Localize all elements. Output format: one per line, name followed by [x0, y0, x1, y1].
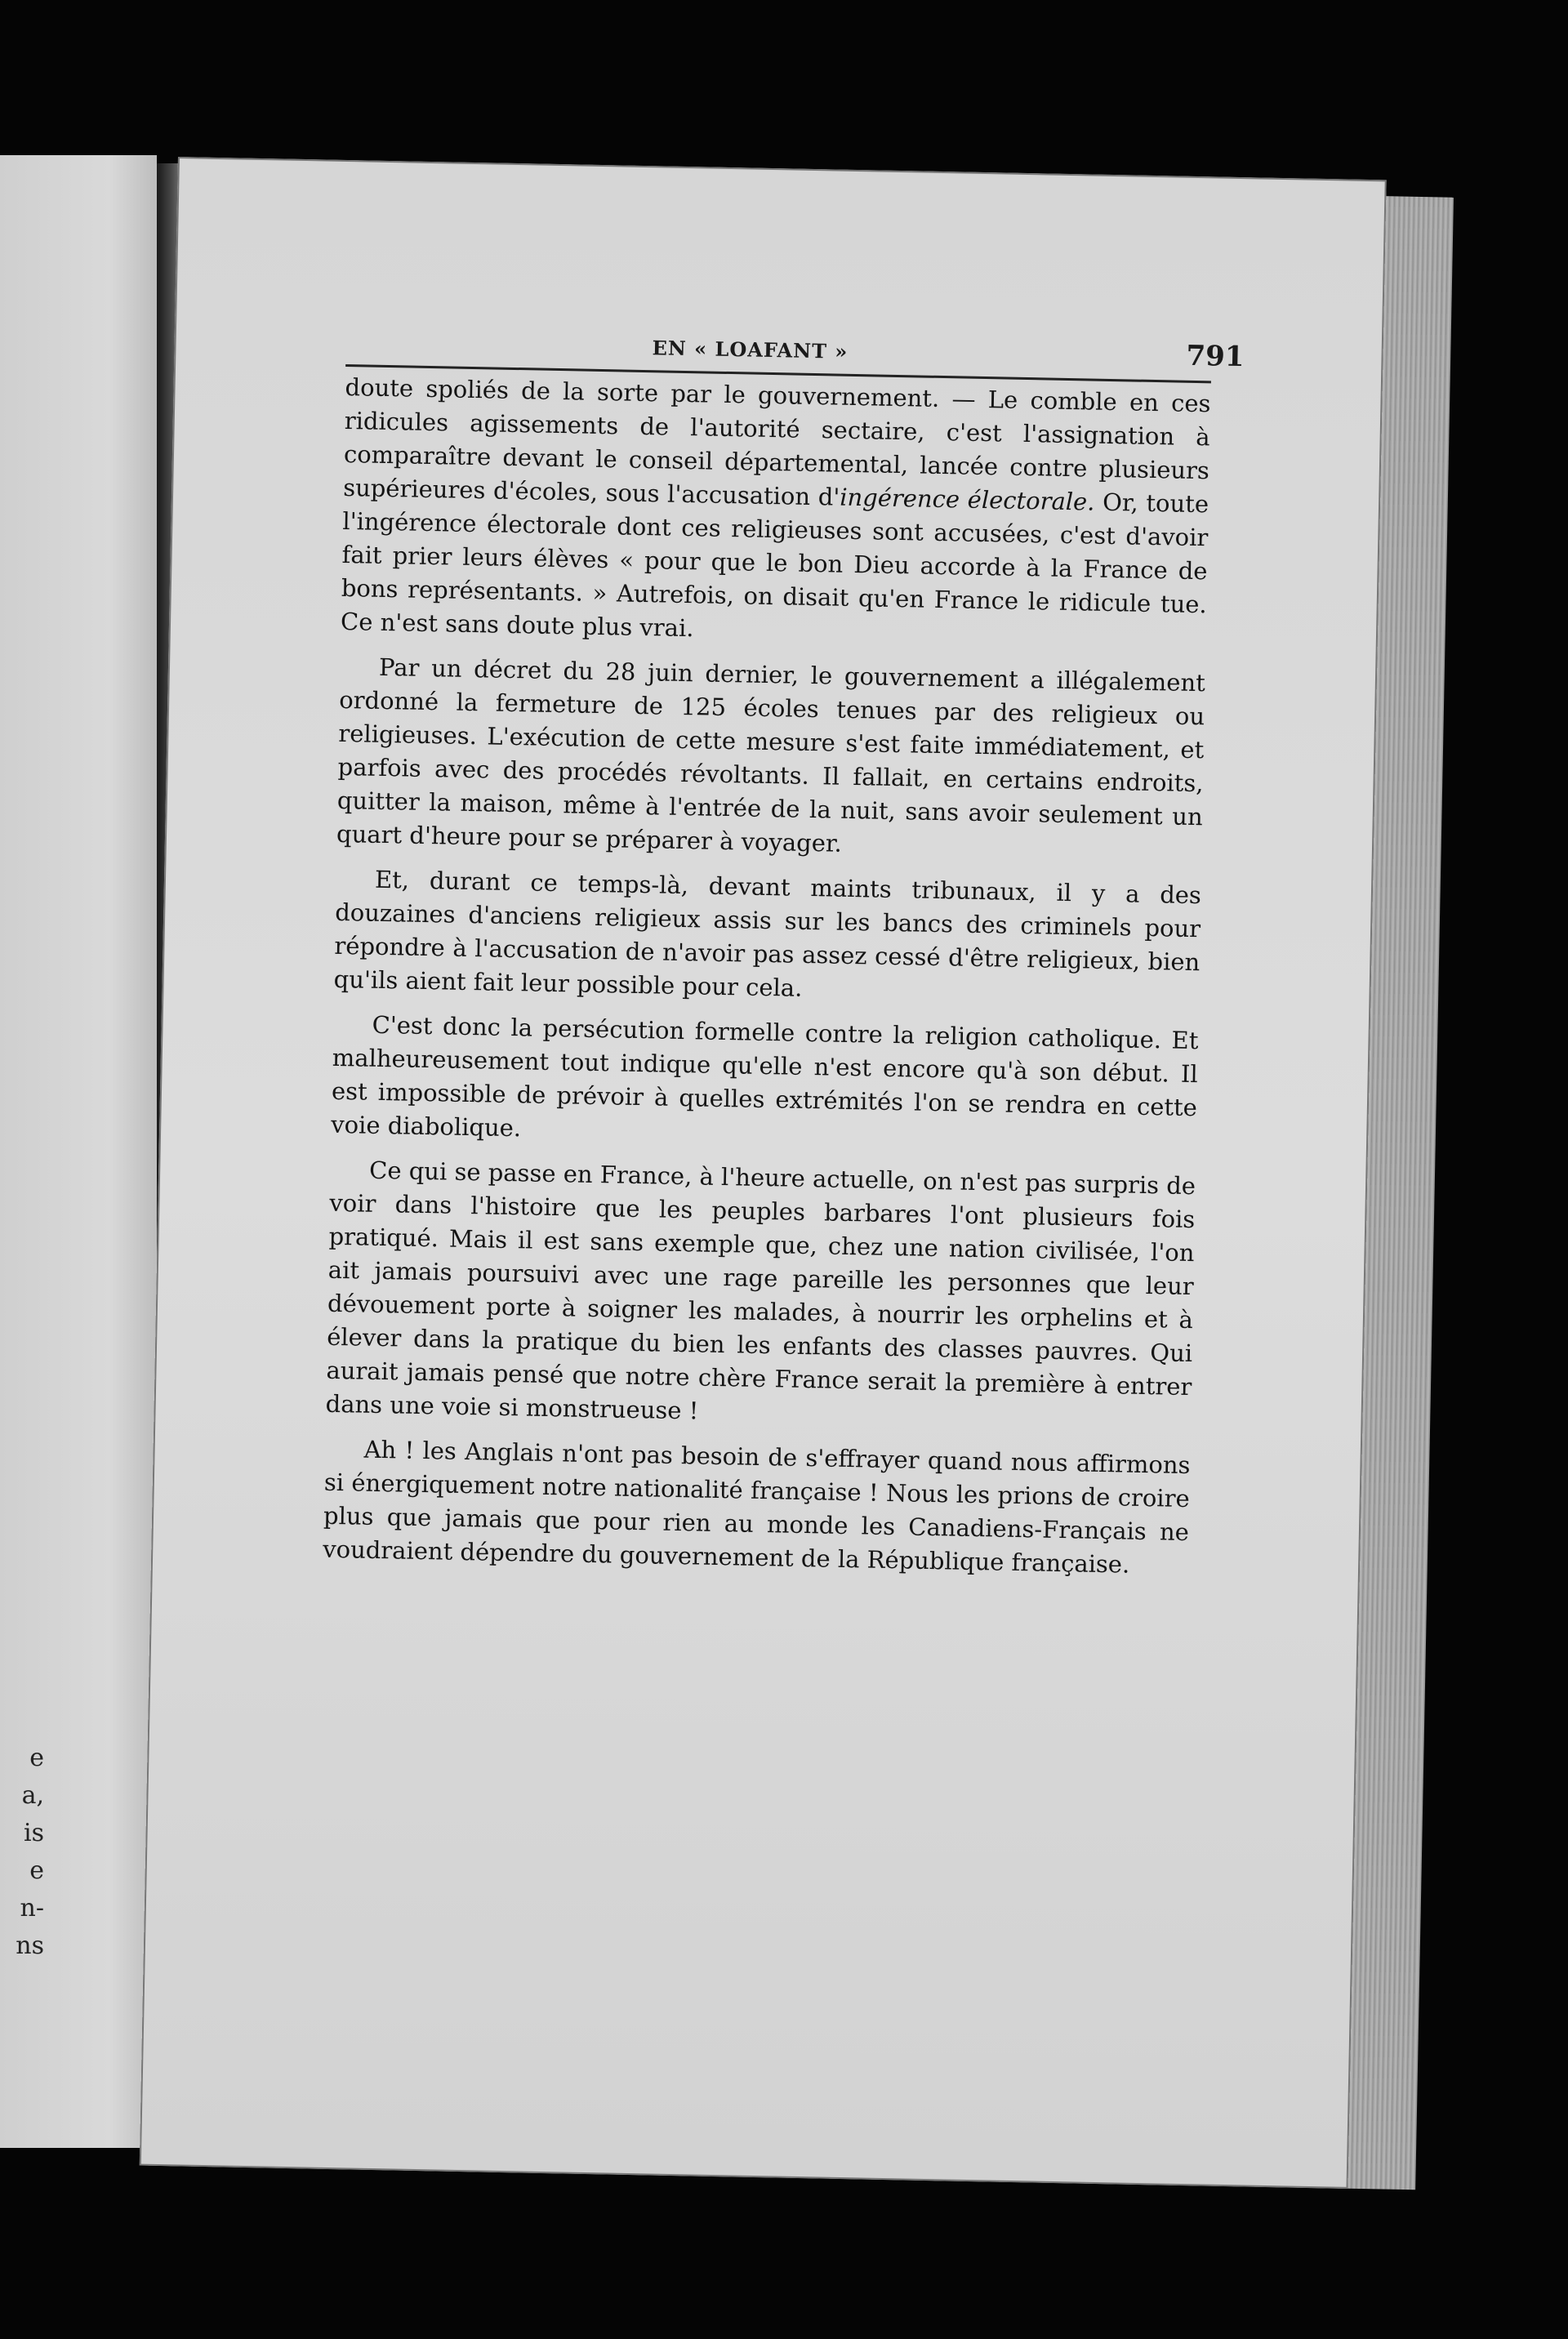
right-page [140, 157, 1387, 2189]
paragraph-text: Et, durant ce temps-là, devant maints tribunaux, il y a des douzaines d'anciens religieux assis sur les bancs des criminels pour répondre à l'accusation de n'avoir pas assez cessé d'être religieux, bien qu'ils aient fait leur possible pour cela. [333, 865, 1202, 1002]
paragraph-text: Or, toute l'ingérence électorale dont ces religieuses sont accusées, c'est d'avoir fait prier leurs élèves « pour que le bon Dieu accorde à la France de bons représentants. » Autrefois, on disait qu'en France le ridicule tue. Ce n'est sans doute plus vrai. [340, 488, 1209, 643]
left-page-fragment: ns [16, 1931, 44, 1960]
left-page-fragment: a, [21, 1781, 44, 1810]
italic-text: ingérence électorale. [839, 483, 1095, 516]
paragraph [331, 1008, 1199, 1158]
paragraph [323, 1432, 1191, 1583]
paragraph-text: doute spoliés de la sorte par le gouvernement. — Le comble en ces ridicules agissements de l'autorité sectaire, c'est l'assignation à comparaître devant le conseil départemental, lancée contre plusieurs supérieures d'écoles, sous l'accusation d' [342, 372, 1211, 511]
paragraph [341, 371, 1211, 655]
paragraph-text: Par un décret du 28 juin dernier, le gouvernement a illégalement ordonné la fermeture de 125 écoles tenues par des religieux ou religieuses. L'exécution de cette mesure s'est faite immédiatement, et parfois avec des procédés révoltants. Il fallait, en certains endroits, quitter la maison, même à l'entrée de la nuit, sans avoir seulement un quart d'heure pour se préparer à voyager. [336, 653, 1206, 858]
left-page-fragment: is [24, 1819, 44, 1847]
left-page-fragment: n- [20, 1894, 44, 1922]
paragraph-text: Ce qui se passe en France, à l'heure actuelle, on n'est pas surpris de voir dans l'histoire que les peuples barbares l'ont plusieurs fois pratiqué. Mais il est sans exemple que, chez une nation civilisée, l'on ait jamais poursuivi avec une rage pareille les personnes que leur dévouement porte à soigner les malades, à nourrir les orphelins et à élever dans la pratique du bien les enfants des classes pauvres. Qui aurait jamais pensé que notre chère France serait la première à entrer dans une voie si monstrueuse ! [325, 1156, 1196, 1425]
paragraph [333, 862, 1201, 1013]
left-page-fragment: e [29, 1744, 44, 1772]
body-text [323, 371, 1211, 1594]
paragraph-text: Ah ! les Anglais n'ont pas besoin de s'effrayer quand nous affirmons si énergiquement notre nationalité française ! Nous les prions de croire plus que jamais que pour rien au monde les Canadiens-Français ne voudraient dépendre du gouvernement de la République française. [322, 1435, 1191, 1579]
page-number: 791 [1186, 339, 1245, 374]
paragraph [336, 650, 1206, 867]
paragraph-text: C'est donc la persécution formelle contre la religion catholique. Et malheureusement tout indique qu'elle n'est encore qu'à son début. Il est impossible de prévoir à quelles extrémités l'on se rendra en cette voie diabolique. [330, 1010, 1199, 1143]
left-facing-page [0, 155, 157, 2148]
left-page-text-fragments [0, 1740, 49, 1965]
paragraph [325, 1153, 1196, 1437]
left-page-fragment: e [29, 1856, 44, 1885]
running-head: EN « LOAFANT » [652, 336, 849, 363]
